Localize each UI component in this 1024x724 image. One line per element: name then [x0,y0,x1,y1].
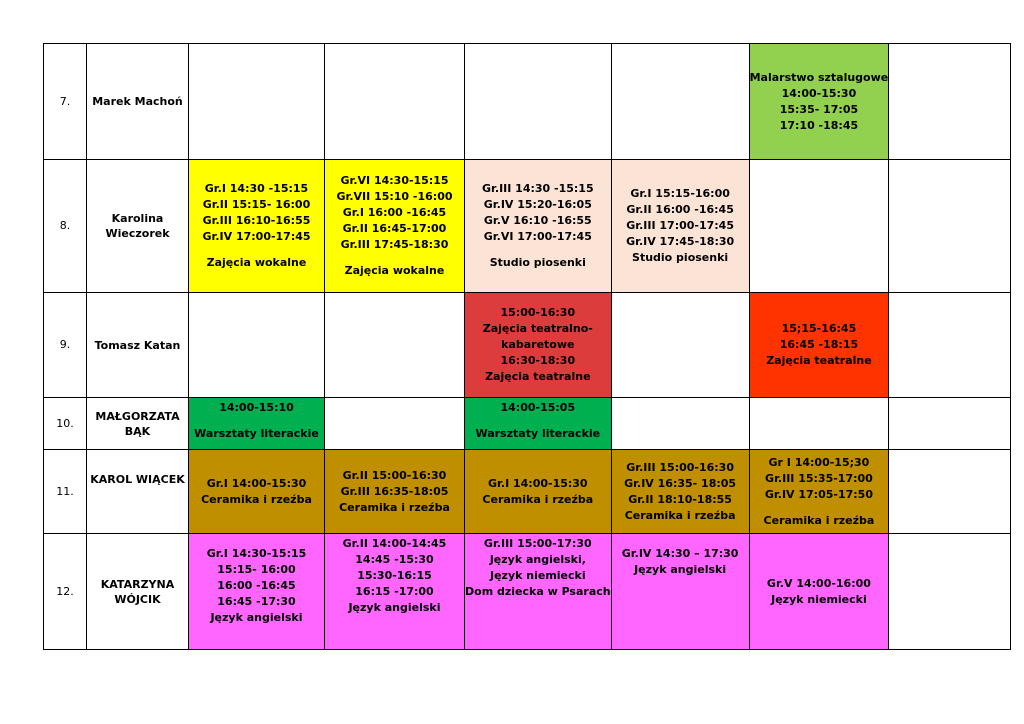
cell-text-line: 15:00-16:30 [500,306,576,319]
table-row [44,398,1011,450]
cell-text-line: 16:45 -18:15 [779,338,859,351]
cell-text-line: Gr.III 17:00-17:45 [626,219,734,232]
schedule-cell [611,398,749,450]
row-number: 12. [44,534,87,650]
schedule-cell [889,534,1011,650]
schedule-cell [189,534,325,650]
instructor-name [87,398,189,450]
cell-text-line: Warsztaty literackie [194,427,319,440]
schedule-cell [889,398,1011,450]
schedule-cell [611,160,749,293]
instructor-name-line: Marek Machoń [92,95,183,108]
schedule-table [43,43,1011,650]
cell-text-line: Gr.VI 17:00-17:45 [483,230,592,243]
table-row [44,160,1011,293]
cell-text-line: Gr.IV 16:35- 18:05 [624,476,737,490]
schedule-cell [749,398,889,450]
schedule-cell [611,534,749,650]
cell-text-line: Zajęcia teatralne [485,370,591,383]
instructor-name [87,44,189,160]
cell-text-line: 16:15 -17:00 [355,585,434,598]
schedule-cell [465,293,612,398]
cell-text-line: Język angielski [348,601,441,614]
cell-text-line: Ceramika i rzeźba [763,513,875,527]
cell-text-line: 17:10 -18:45 [779,118,859,132]
cell-text-line: Studio piosenki [632,251,729,264]
schedule-cell [889,44,1011,160]
cell-text-line: Ceramika i rzeźba [624,508,736,522]
cell-text-line: Gr.IV 17:00-17:45 [202,230,311,243]
instructor-name-line: BĄK [124,424,151,438]
row-number: 7. [44,44,87,160]
schedule-cell [611,450,749,534]
schedule-cell [325,160,465,293]
cell-text-line: Gr.IV 15:20-16:05 [483,198,592,211]
schedule-cell [465,160,612,293]
cell-text-line: Gr.III 15:00-16:30 [626,460,734,474]
cell-text-line: Ceramika i rzeźba [201,492,312,506]
instructor-name-line: KATARZYNA [100,577,175,591]
cell-text-line: Gr.III 14:30 -15:15 [482,182,594,195]
cell-text-line: 15;15-16:45 [781,322,857,335]
cell-text-line: Gr.I 14:00-15:30 [488,476,588,490]
cell-text-line: 16:45 -17:30 [217,595,296,608]
instructor-name-line: Karolina [111,212,164,225]
cell-text-line: Gr.IV 17:45-18:30 [626,235,735,248]
instructor-name [87,293,189,398]
schedule-cell [465,44,612,160]
schedule-cell [749,534,889,650]
schedule-cell [189,398,325,450]
schedule-cell [611,44,749,160]
cell-text-line: Malarstwo sztalugowe [749,70,889,84]
instructor-name [87,160,189,293]
schedule-cell [749,160,889,293]
cell-text-line: Język niemiecki [771,592,867,606]
schedule-cell [889,293,1011,398]
cell-text-line: Gr.I 16:00 -16:45 [342,206,447,219]
schedule-cell [189,450,325,534]
row-number: 9. [44,293,87,398]
schedule-cell [465,450,612,534]
cell-text-line: Ceramika i rzeźba [339,500,450,514]
cell-text-line: Warsztaty literackie [475,427,601,440]
cell-text-line: 14:00-15:30 [781,86,857,100]
schedule-body [44,44,1011,650]
cell-text-line: Gr.III 16:10-16:55 [202,214,311,227]
cell-text-line: 15:35- 17:05 [779,102,859,116]
schedule-cell [325,534,465,650]
row-number: 11. [44,450,87,534]
cell-text-line: 15:30-16:15 [357,569,432,582]
cell-text-line: Gr.V 16:10 -16:55 [483,214,592,227]
cell-text-line: Gr.VII 15:10 -16:00 [336,190,453,203]
cell-text-line: Gr.II 16:00 -16:45 [626,203,734,216]
cell-text-line: Gr.III 17:45-18:30 [340,238,449,251]
schedule-cell [889,450,1011,534]
cell-text-line: kabaretowe [501,338,575,351]
cell-text-line: Gr.I 14:30 -15:15 [204,182,309,195]
schedule-cell [889,160,1011,293]
cell-text-line: Język angielski [210,611,303,624]
schedule-cell [325,44,465,160]
schedule-cell [189,44,325,160]
cell-text-line: Studio piosenki [489,256,586,269]
cell-text-line: Język angielski, [489,553,586,566]
cell-text-line: Gr.II 15:00-16:30 [342,468,447,482]
cell-text-line: Język niemiecki [489,569,586,582]
schedule-cell [749,44,889,160]
cell-text-line: 14:00-15:10 [219,401,294,414]
row-number: 8. [44,160,87,293]
cell-text-line: Gr.V 14:00-16:00 [766,576,871,590]
instructor-name-line: Wieczorek [105,227,170,240]
cell-text-line: Zajęcia wokalne [206,256,307,269]
cell-text-line: Język angielski [634,563,727,576]
cell-text-line: Gr.IV 17:05-17:50 [764,487,873,501]
cell-text-line: Gr.IV 14:30 – 17:30 [621,547,739,560]
cell-text-line: Dom dziecka w Psarach [465,585,611,598]
cell-text-line: Zajęcia teatralne [766,354,872,367]
cell-text-line: Gr.II 16:45-17:00 [342,222,447,235]
cell-text-line: Gr.I 15:15-16:00 [630,187,730,200]
cell-text-line: 14:45 -15:30 [355,553,434,566]
cell-text-line: Gr.III 15:00-17:30 [483,537,592,550]
instructor-name-line: KAROL WIĄCEK [90,473,185,486]
cell-text-line: Zajęcia wokalne [344,264,445,277]
cell-text-line: Gr.III 15:35-17:00 [765,471,873,485]
cell-text-line: Gr I 14:00-15;30 [768,455,870,469]
cell-text-line: Gr.II 15:15- 16:00 [202,198,311,211]
schedule-cell [325,293,465,398]
cell-text-line: Gr.VI 14:30-15:15 [340,174,449,187]
cell-text-line: 14:00-15:05 [500,401,576,414]
cell-text-line: Gr.III 16:35-18:05 [340,484,449,498]
row-number: 10. [44,398,87,450]
cell-text-line: Ceramika i rzeźba [482,492,594,506]
schedule-cell [325,398,465,450]
instructor-name [87,534,189,650]
schedule-cell [325,450,465,534]
table-row [44,450,1011,534]
schedule-cell [749,293,889,398]
cell-text-line: 15:15- 16:00 [217,563,296,576]
schedule-cell [189,293,325,398]
table-row [44,44,1011,160]
instructor-name-line: MAŁGORZATA [95,409,180,423]
schedule-cell [749,450,889,534]
cell-text-line: Gr.I 14:00-15:30 [206,476,307,490]
schedule-cell [189,160,325,293]
cell-text-line: Zajęcia teatralno- [482,322,593,335]
schedule-cell [611,293,749,398]
cell-text-line: Gr.I 14:30-15:15 [206,547,307,560]
cell-text-line: Gr.II 18:10-18:55 [628,492,732,506]
schedule-cell [465,534,612,650]
instructor-name-line: Tomasz Katan [94,338,181,352]
cell-text-line: 16:00 -16:45 [217,579,296,592]
instructor-name [87,450,189,534]
table-row [44,534,1011,650]
schedule-cell [465,398,612,450]
table-row [44,293,1011,398]
instructor-name-line: WÓJCIK [114,592,161,606]
cell-text-line: 16:30-18:30 [500,354,576,367]
cell-text-line: Gr.II 14:00-14:45 [342,537,447,550]
